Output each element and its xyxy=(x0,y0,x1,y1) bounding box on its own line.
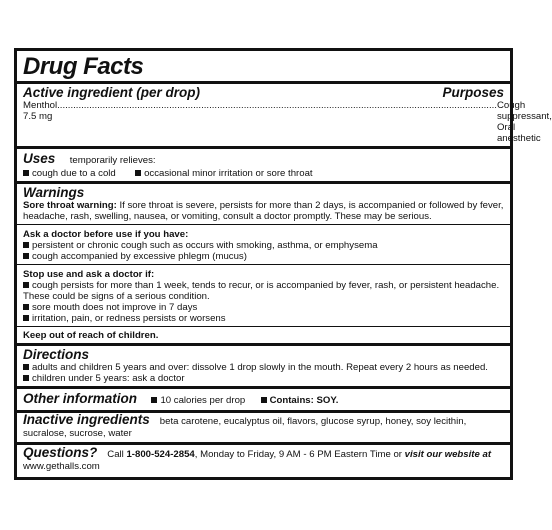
directions-item: adults and children 5 years and over: dissolve 1 drop slowly in the mouth. Repeat every 2 hours as needed. xyxy=(32,362,488,373)
directions-item: children under 5 years: ask a doctor xyxy=(32,373,185,384)
keep-out-text: Keep out of reach of children. xyxy=(23,330,159,341)
bullet-icon xyxy=(23,315,29,321)
stop-use-heading: Stop use and ask a doctor if: xyxy=(23,269,155,280)
bullet-icon xyxy=(23,242,29,248)
directions-section xyxy=(23,346,504,386)
questions-section xyxy=(23,445,504,474)
sore-throat-warning xyxy=(23,200,504,222)
stop-use-section xyxy=(23,265,504,326)
directions-heading: Directions xyxy=(23,347,90,362)
ingredient-purpose: Cough suppressant, Oral anesthetic xyxy=(496,100,552,144)
calories-text: 10 calories per drop xyxy=(160,395,246,406)
bullet-icon xyxy=(23,282,29,288)
ask-item: cough accompanied by excessive phlegm (mucus) xyxy=(32,251,247,262)
visit-text: visit our website at xyxy=(404,449,492,460)
bullet-icon xyxy=(23,364,29,370)
ingredient-name: Menthol 7.5 mg xyxy=(23,100,58,122)
warnings-section xyxy=(23,184,504,224)
inactive-ingredients-section xyxy=(23,413,504,442)
sore-throat-text: If sore throat is severe, persists for more than 2 days, is accompanied or followed by fever, headache, rash, swelling, nausea, or vomiting, consult a doctor promptly. These may be serious. xyxy=(23,200,504,222)
uses-item: cough due to a cold xyxy=(32,168,116,179)
ask-item: persistent or chronic cough such as occurs with smoking, asthma, or emphysema xyxy=(32,240,378,251)
purposes-heading: Purposes xyxy=(442,85,504,100)
inactive-ingredients-text: beta carotene, eucalyptus oil, flavors, glucose syrup, honey, soy lecithin, sucralose, sucrose, water xyxy=(23,416,467,439)
bullet-icon xyxy=(23,375,29,381)
keep-out-section xyxy=(23,327,504,343)
questions-heading: Questions? xyxy=(23,445,98,460)
warnings-heading: Warnings xyxy=(23,185,85,200)
uses-heading: Uses xyxy=(23,151,56,166)
other-information-section xyxy=(23,389,504,410)
phone-number: 1-800-524-2854 xyxy=(126,449,195,460)
active-ingredient-section xyxy=(23,84,552,146)
call-text: Call xyxy=(107,449,127,460)
other-information-heading: Other information xyxy=(23,391,137,406)
uses-intro: temporarily relieves: xyxy=(69,155,156,166)
bullet-icon xyxy=(23,253,29,259)
hours-text: , Monday to Friday, 9 AM - 6 PM Eastern Time or xyxy=(194,449,405,460)
bullet-icon xyxy=(23,170,29,176)
bullet-icon xyxy=(261,397,267,403)
leader-dots: ..................................................................................................................................................................... xyxy=(57,100,497,111)
ask-doctor-heading: Ask a doctor before use if you have: xyxy=(23,229,189,240)
stop-item: irritation, pain, or redness persists or worsens xyxy=(32,313,226,324)
website-url: www.gethalls.com xyxy=(23,461,100,472)
contains-label: Contains: xyxy=(269,395,314,406)
uses-item: occasional minor irritation or sore throat xyxy=(144,168,313,179)
drug-facts-panel xyxy=(14,48,552,480)
inactive-ingredients-heading: Inactive ingredients xyxy=(23,412,150,427)
panel-title: Drug Facts xyxy=(23,53,144,80)
ask-doctor-section xyxy=(23,225,504,264)
stop-item: cough persists for more than 1 week, tends to recur, or is accompanied by fever, rash, or persistent headache. These could be signs of a serious condition. xyxy=(23,280,500,302)
stop-item: sore mouth does not improve in 7 days xyxy=(32,302,198,313)
bullet-icon xyxy=(135,170,141,176)
bullet-icon xyxy=(151,397,157,403)
sore-throat-label: Sore throat warning: xyxy=(23,200,117,211)
uses-section xyxy=(23,149,504,181)
active-ingredient-heading: Active ingredient (per drop) xyxy=(23,85,201,100)
contains-value: SOY. xyxy=(313,395,339,406)
bullet-icon xyxy=(23,304,29,310)
